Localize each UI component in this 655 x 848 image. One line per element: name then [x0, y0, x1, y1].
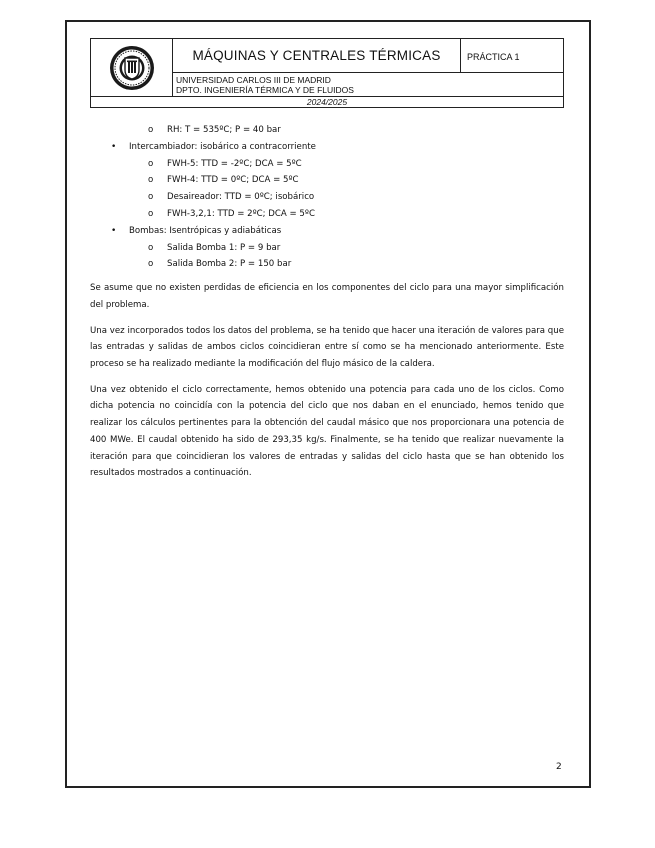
practica-label: PRÁCTICA 1 — [461, 39, 563, 73]
list-item — [90, 240, 564, 257]
list-item-text: FWH-5: TTD = -2ºC; DCA = 5ºC — [167, 158, 302, 169]
disc-bullet-icon: • — [111, 225, 117, 236]
circle-bullet-icon: o — [148, 242, 154, 253]
list-item-text: FWH-3,2,1: TTD = 2ºC; DCA = 5ºC — [167, 208, 315, 219]
document-title: MÁQUINAS Y CENTRALES TÉRMICAS — [173, 39, 461, 73]
logo-cell — [91, 39, 173, 96]
department-name: DPTO. INGENIERÍA TÉRMICA Y DE FLUIDOS — [176, 85, 354, 95]
list-item — [90, 206, 564, 223]
paragraph-efficiency: Se asume que no existen perdidas de eficiencia en los componentes del ciclo para una mayor simplificación del problema. — [90, 283, 564, 310]
list-item-text: FWH-4: TTD = 0ºC; DCA = 5ºC — [167, 175, 299, 186]
institution-info — [173, 73, 563, 96]
list-item-text: RH: T = 535ºC; P = 40 bar — [167, 125, 281, 135]
disc-bullet-icon: • — [111, 141, 117, 152]
paragraph-results: Una vez obtenido el ciclo correctamente, hemos obtenido una potencia para cada uno de los ciclos. Como dicha potencia no coincidía con la potencia del ciclo que nos daban en el enunciado, hemos tenido que realizar los cálculos pertinentes para la obtención del caudal másico que nos proporcionara una potencia de 400 MWe. El caudal obtenido ha sido de 293,35 kg/s. Finalmente, se ha tenido que realizar nuevamente la iteración para que coincidieran los valores de entradas y salidas del ciclo hasta que se han obtenido los resultados mostrados a continuación. — [90, 384, 564, 479]
circle-bullet-icon: o — [148, 125, 154, 135]
university-name: UNIVERSIDAD CARLOS III DE MADRID — [176, 75, 331, 85]
circle-bullet-icon: o — [148, 158, 154, 169]
circle-bullet-icon: o — [148, 175, 154, 186]
academic-year: 2024/2025 — [91, 96, 563, 107]
list-item — [90, 256, 564, 273]
specification-list — [90, 122, 564, 273]
list-item — [90, 139, 564, 156]
document-header — [90, 38, 564, 108]
circle-bullet-icon: o — [148, 192, 154, 203]
list-item-text: Salida Bomba 1: P = 9 bar — [167, 242, 281, 253]
document-body — [90, 122, 564, 482]
paragraph-iteration: Una vez incorporados todos los datos del problema, se ha tenido que hacer una iteración de valores para que las entradas y salidas de ambos ciclos coincidieran entre sí como se ha mencionado anteriormente. Este proceso se ha realizado mediante la modificación del flujo másico de la caldera. — [90, 325, 564, 369]
list-item-text: Desaireador: TTD = 0ºC; isobárico — [167, 192, 315, 203]
list-item-text: Bombas: Isentrópicas y adiabáticas — [129, 225, 282, 236]
list-item — [90, 156, 564, 173]
list-item — [90, 172, 564, 189]
list-item-text: Salida Bomba 2: P = 150 bar — [167, 259, 292, 270]
page-number: 2 — [556, 762, 562, 772]
circle-bullet-icon: o — [148, 259, 154, 270]
list-item — [90, 189, 564, 206]
university-seal-logo — [108, 44, 156, 92]
list-item — [90, 223, 564, 240]
circle-bullet-icon: o — [148, 208, 154, 219]
list-item — [90, 122, 564, 139]
list-item-text: Intercambiador: isobárico a contracorriente — [129, 141, 316, 152]
